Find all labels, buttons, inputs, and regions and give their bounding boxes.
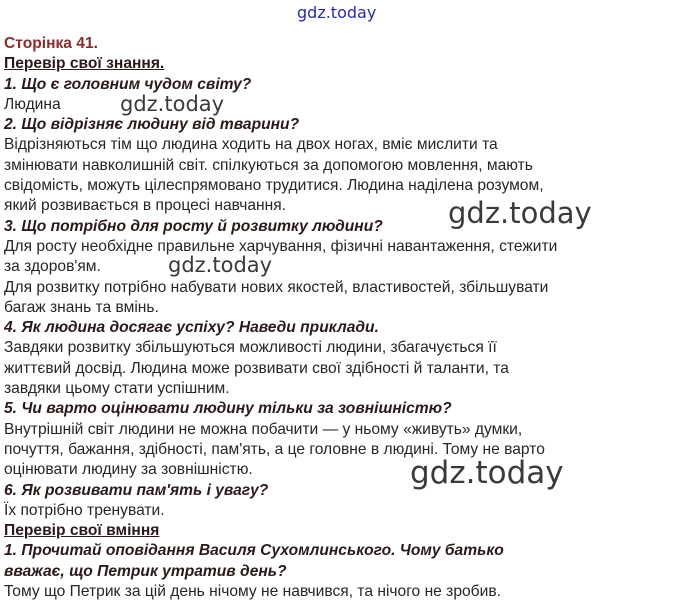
answer-3-line: за здоров'ям. xyxy=(4,258,101,276)
answer-1: Людина xyxy=(4,95,61,113)
answer-4-line: Завдяки розвитку збільшуються можливості людини, збагачується її xyxy=(4,339,497,357)
answer-4-line: завдяки цьому стати успішним. xyxy=(4,380,230,398)
question-4: 4. Як людина досягає успіху? Наведи приклади. xyxy=(4,319,379,337)
answer-5-line: оцінювати людину за зовнішністю. xyxy=(4,461,253,479)
question-6: 6. Як розвивати пам'ять і увагу? xyxy=(4,481,269,499)
watermark: gdz.today xyxy=(168,253,273,277)
page-title: Сторінка 41 xyxy=(4,35,94,52)
answer-2-line: свідомість, можуть цілеспрямовано трудитися. Людина наділена розумом, xyxy=(4,177,544,195)
page-title-dot: . xyxy=(93,35,98,52)
answer-2-line: змінювати навколишній світ. спілкуються за допомогою мовлення, мають xyxy=(4,156,533,174)
answer-6: Їх потрібно тренувати. xyxy=(4,501,165,519)
watermark: gdz.today xyxy=(120,92,225,116)
answer-3-line: Для розвитку потрібно набувати нових якостей, властивостей, збільшувати xyxy=(4,278,549,296)
watermark: gdz.today xyxy=(448,196,592,230)
section-heading-skills: Перевір свої вміння xyxy=(4,522,160,540)
document-body xyxy=(4,34,676,602)
question-3: 3. Що потрібно для росту й розвитку людини? xyxy=(4,217,383,235)
answer-3-line: багаж знань та вмінь. xyxy=(4,298,159,316)
question-2: 2. Що відрізняє людину від тварини? xyxy=(4,116,300,134)
skills-question-1-line: 1. Прочитай оповідання Василя Сухомлинського. Чому батько xyxy=(4,542,504,560)
section-heading-knowledge: Перевір свої знання. xyxy=(4,55,165,73)
answer-5-line: Внутрішній світ людини не можна побачити — у ньому «живуть» думки, xyxy=(4,420,523,438)
watermark: gdz.today xyxy=(410,455,564,491)
question-5: 5. Чи варто оцінювати людину тільки за зовнішністю? xyxy=(4,400,452,418)
answer-5-line: почуття, бажання, здібності, пам'ять, а це головне в людині. Тому не варто xyxy=(4,440,545,458)
answer-3-line: Для росту необхідне правильне харчування, фізичні навантаження, стежити xyxy=(4,237,558,255)
page-title-line xyxy=(4,34,676,54)
skills-answer-1: Тому що Петрик за цій день нічому не навчився, та нічого не зробив. xyxy=(4,583,501,601)
answer-2-line: який розвивається в процесі навчання. xyxy=(4,197,287,215)
skills-question-1-line: вважає, що Петрик утратив день? xyxy=(4,562,287,580)
watermark-top: gdz.today xyxy=(297,3,377,22)
question-1: 1. Що є головним чудом світу? xyxy=(4,75,252,93)
answer-2-line: Відрізняються тім що людина ходить на двох ногах, вміє мислити та xyxy=(4,136,498,154)
answer-4-line: життєвий досвід. Людина може розвивати свої здібності й таланти, та xyxy=(4,359,509,377)
